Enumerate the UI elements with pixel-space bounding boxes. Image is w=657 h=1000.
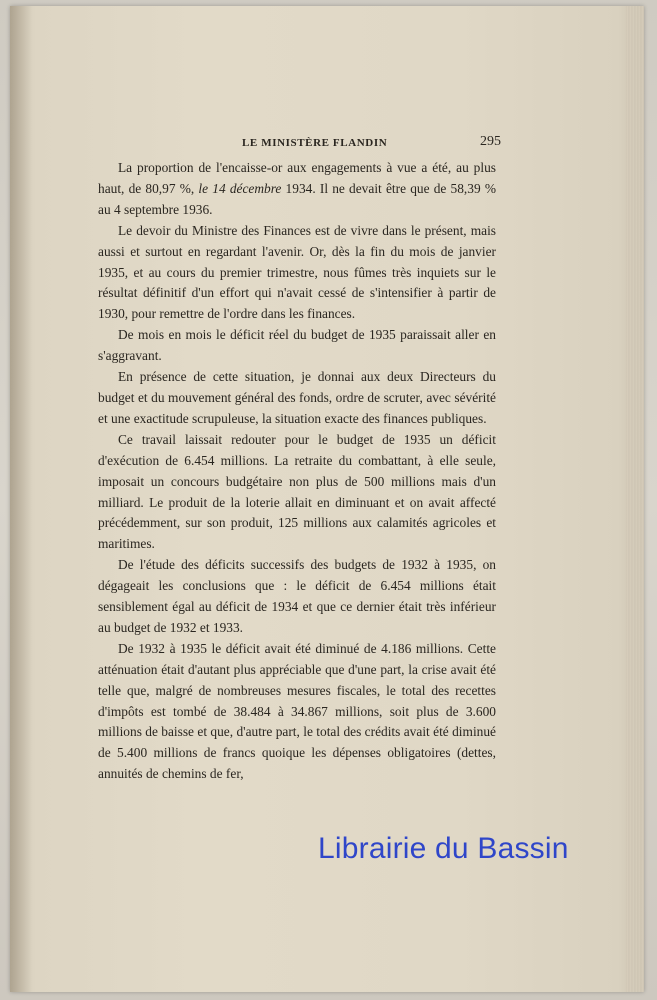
paragraph-5: Ce travail laissait redouter pour le budget de 1935 un déficit d'exécution de 6.454 millions. La retraite du combattant, à elle seule, imposait un concours budgétaire non plus de 500 millions mais d'un milliard. Le produit de la loterie allait en diminuant et on avait affecté précédemment, sur son produit, 125 millions aux calamités agricoles et maritimes. [98, 431, 496, 552]
page-number: 295 [480, 134, 501, 149]
paragraph-1-text-b: 1934. Il ne devait être que de 58,39 % au 4 septembre 1936. [98, 180, 496, 217]
paragraph-3: De mois en mois le déficit réel du budget de 1935 paraissait aller en s'aggravant. [98, 327, 496, 364]
page-edge [626, 6, 644, 992]
paragraph-1-text-a: La proportion de l'encaisse-or aux engagements à vue a été, au plus haut, de 80,97 %, [98, 160, 496, 196]
body-text [98, 158, 496, 785]
paragraph-6: De l'étude des déficits successifs des budgets de 1932 à 1935, on dégageait les conclusions que : le déficit de 6.454 millions était sensiblement égal au déficit de 1934 et que ce dernier était très inférieur au budget de 1932 et 1933. [98, 557, 496, 635]
running-title: LE MINISTÈRE FLANDIN [242, 137, 388, 149]
paragraph-2: Le devoir du Ministre des Finances est de vivre dans le présent, mais aussi et surtout en regardant l'avenir. Or, dès la fin du mois de janvier 1935, et au cours du premier trimestre, nous fûmes très inquiets sur le résultat définitif d'un effort qui n'avait cessé de s'intensifier à partir de 1930, pour remettre de l'ordre dans les finances. [98, 222, 496, 322]
paragraph-4: En présence de cette situation, je donnai aux deux Directeurs du budget et du mouvement général des fonds, ordre de scruter, avec sévérité et une exactitude scrupuleuse, la situation exacte des finances publiques. [98, 369, 496, 426]
paragraph-7: De 1932 à 1935 le déficit avait été diminué de 4.186 millions. Cette atténuation était d'autant plus appréciable que d'une part, la crise avait été telle que, malgré de nombreuses mesures fiscales, le total des recettes d'impôts est tombé de 38.484 à 34.867 millions, soit plus de 3.600 millions de baisse et que, d'autre part, le total des crédits avait été diminué de 5.400 millions de francs quoique les dépenses obligatoires (dettes, annuités de chemins de fer, [98, 640, 496, 782]
watermark: Librairie du Bassin [318, 832, 569, 865]
spine-shadow [10, 6, 32, 992]
page-header [10, 128, 644, 148]
paragraph-1-italic-date: le 14 décembre [198, 180, 282, 196]
paragraph-1 [98, 158, 496, 221]
